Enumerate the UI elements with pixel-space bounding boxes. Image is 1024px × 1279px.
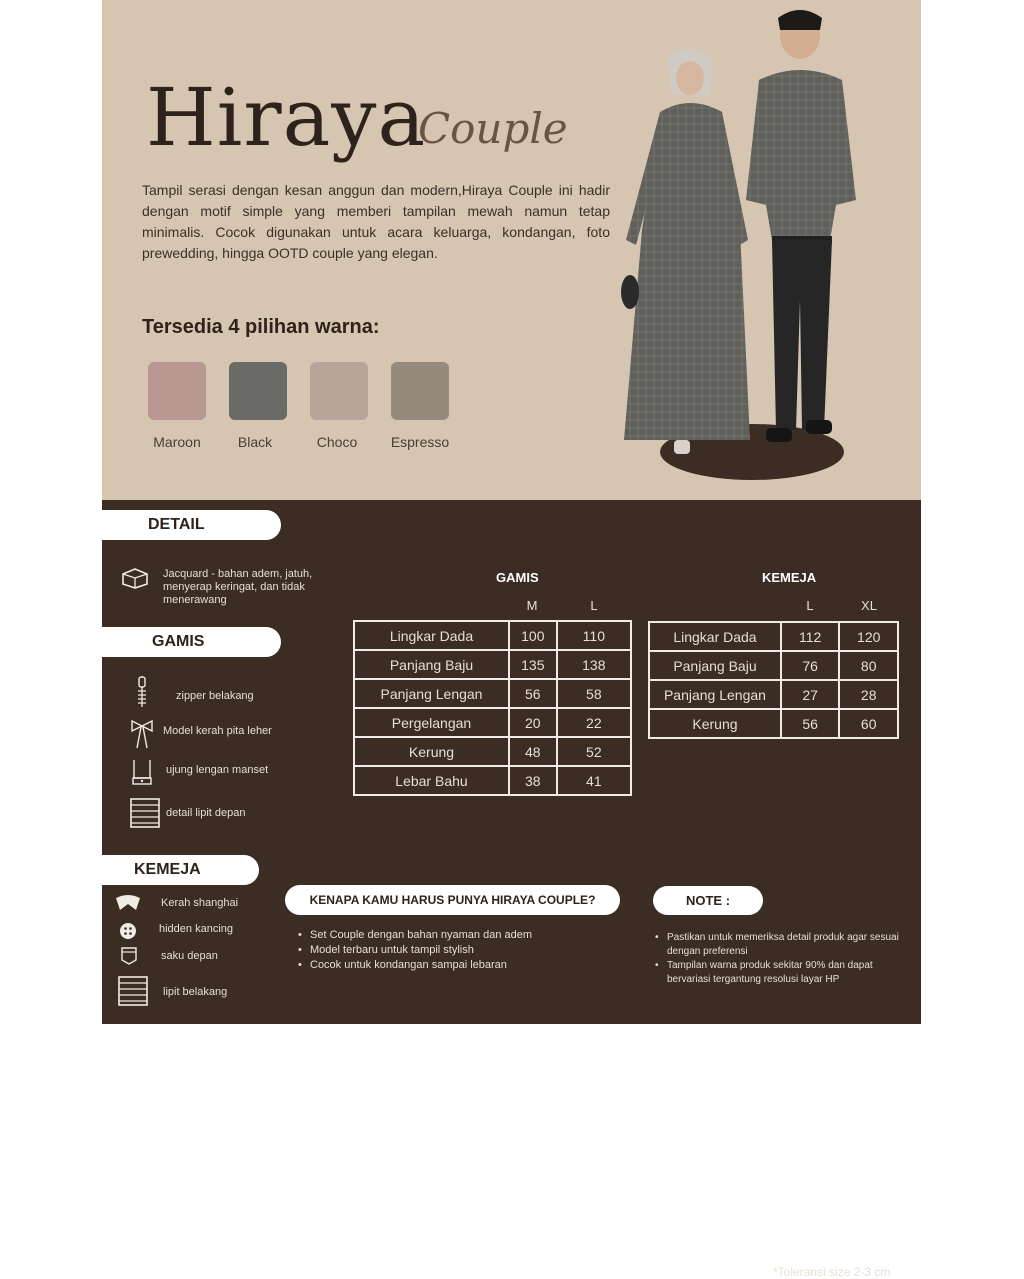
gamis-size-label: Kerung xyxy=(354,737,509,766)
kemeja-heading xyxy=(102,855,259,885)
neck-bow-icon xyxy=(128,718,156,750)
note-list xyxy=(655,931,905,987)
gamis-col-m: M xyxy=(526,598,538,613)
gamis-feature-1: zipper belakang xyxy=(176,690,254,702)
kemeja-size-value-1: 76 xyxy=(781,651,840,680)
hero-section xyxy=(102,0,921,500)
swatch-espresso xyxy=(391,362,449,420)
info-section xyxy=(102,500,921,1279)
gamis-size-row xyxy=(354,708,631,737)
pocket-icon xyxy=(120,946,138,966)
gamis-size-row xyxy=(354,737,631,766)
kemeja-size-value-1: 56 xyxy=(781,709,840,738)
gamis-size-value-1: 56 xyxy=(509,679,557,708)
colors-heading: Tersedia 4 pilihan warna: xyxy=(142,316,380,338)
kemeja-feature-2: hidden kancing xyxy=(159,923,234,935)
why-item: • Set Couple dengan bahan nyaman dan adem xyxy=(298,928,598,943)
gamis-size-label: Panjang Lengan xyxy=(354,679,509,708)
gamis-feature-4: detail lipit depan xyxy=(166,807,246,819)
gamis-size-label: Panjang Baju xyxy=(354,650,509,679)
kemeja-size-row xyxy=(649,709,898,738)
note-item: • Pastikan untuk memeriksa detail produk agar sesuai dengan preferensi xyxy=(655,931,905,959)
kemeja-size-row xyxy=(649,680,898,709)
gamis-feature-3: ujung lengan manset xyxy=(166,764,269,776)
note-heading-label: NOTE : xyxy=(685,893,731,908)
kemeja-size-row xyxy=(649,622,898,651)
why-heading xyxy=(285,885,620,915)
kemeja-size-label: Panjang Baju xyxy=(649,651,781,680)
why-item: • Model terbaru untuk tampil stylish xyxy=(298,943,598,958)
gamis-table-title: GAMIS xyxy=(496,570,539,585)
product-poster xyxy=(102,0,921,1279)
kemeja-feature-1: Kerah shanghai xyxy=(161,897,239,909)
kemeja-table-title: KEMEJA xyxy=(762,570,817,585)
note-item: • Tampilan warna produk sekitar 90% dan dapat bervariasi tergantung resolusi layar HP xyxy=(655,959,905,987)
gamis-col-l: L xyxy=(590,598,598,613)
kemeja-size-value-2: 60 xyxy=(839,709,898,738)
note-heading xyxy=(653,886,763,915)
kemeja-size-label: Lingkar Dada xyxy=(649,622,781,651)
back-pleat-icon xyxy=(116,974,150,1008)
kemeja-heading-label: KEMEJA xyxy=(134,861,201,878)
kemeja-feature-3: saku depan xyxy=(161,950,218,962)
kemeja-size-value-2: 80 xyxy=(839,651,898,680)
swatch-maroon xyxy=(148,362,206,420)
gamis-size-row xyxy=(354,621,631,650)
swatch-black xyxy=(229,362,287,420)
kemeja-size-value-1: 112 xyxy=(781,622,840,651)
gamis-size-value-1: 38 xyxy=(509,766,557,795)
gamis-size-value-1: 135 xyxy=(509,650,557,679)
why-list xyxy=(298,928,598,973)
detail-text: Jacquard - bahan adem, jatuh, menyerap keringat, dan tidak menerawang xyxy=(163,568,313,606)
kemeja-size-row xyxy=(649,651,898,680)
why-heading-label: KENAPA KAMU HARUS PUNYA HIRAYA COUPLE? xyxy=(309,893,596,907)
kemeja-col-xl: XL xyxy=(861,598,877,613)
why-item: • Cocok untuk kondangan sampai lebaran xyxy=(298,958,598,973)
gamis-size-value-1: 20 xyxy=(509,708,557,737)
fabric-icon xyxy=(120,566,150,590)
gamis-size-value-1: 48 xyxy=(509,737,557,766)
gamis-size-label: Pergelangan xyxy=(354,708,509,737)
gamis-size-value-1: 100 xyxy=(509,621,557,650)
gamis-size-value-2: 138 xyxy=(557,650,631,679)
gamis-size-label: Lebar Bahu xyxy=(354,766,509,795)
kemeja-size-value-2: 28 xyxy=(839,680,898,709)
kemeja-size-table xyxy=(648,621,899,739)
kemeja-col-l: L xyxy=(806,598,814,613)
front-pleat-icon xyxy=(128,796,162,830)
gamis-size-value-2: 58 xyxy=(557,679,631,708)
cuff-icon xyxy=(130,758,154,786)
detail-heading xyxy=(102,510,281,540)
swatch-label-choco: Choco xyxy=(316,434,358,450)
swatch-label-maroon: Maroon xyxy=(153,434,201,450)
swatch-choco xyxy=(310,362,368,420)
kemeja-size-label: Panjang Lengan xyxy=(649,680,781,709)
detail-heading-label: DETAIL xyxy=(148,516,205,533)
brand-subtitle: Couple xyxy=(418,104,568,153)
kemeja-feature-4: lipit belakang xyxy=(163,986,228,998)
collar-icon xyxy=(114,894,142,914)
gamis-size-label: Lingkar Dada xyxy=(354,621,509,650)
gamis-size-row xyxy=(354,766,631,795)
zipper-icon xyxy=(132,675,152,709)
kemeja-size-value-2: 120 xyxy=(839,622,898,651)
gamis-size-table xyxy=(353,620,632,796)
gamis-heading xyxy=(102,627,281,657)
gamis-heading-label: GAMIS xyxy=(152,633,205,650)
kemeja-size-value-1: 27 xyxy=(781,680,840,709)
size-chart-title: SIZE CHART xyxy=(611,1024,743,1049)
brand-name: Hiraya xyxy=(146,71,427,164)
button-icon xyxy=(118,921,138,941)
gamis-size-row xyxy=(354,679,631,708)
gamis-feature-2: Model kerah pita leher xyxy=(163,725,272,737)
gamis-size-value-2: 22 xyxy=(557,708,631,737)
intro-text: Tampil serasi dengan kesan anggun dan modern,Hiraya Couple ini hadir dengan motif simple yang memberi tampilan mewah namun tetap minimalis. Cocok digunakan untuk acara keluarga, kondangan, foto prewedding, hingga OOTD couple yang elegan. xyxy=(142,182,610,261)
couple-model-photo xyxy=(602,0,882,500)
gamis-size-row xyxy=(354,650,631,679)
swatch-label-espresso: Espresso xyxy=(390,434,450,450)
gamis-size-value-2: 110 xyxy=(557,621,631,650)
kemeja-size-label: Kerung xyxy=(649,709,781,738)
gamis-size-value-2: 52 xyxy=(557,737,631,766)
swatch-label-black: Black xyxy=(237,434,273,450)
gamis-size-value-2: 41 xyxy=(557,766,631,795)
size-tolerance-note: *Toleransi size 2-3 cm xyxy=(773,1265,891,1279)
